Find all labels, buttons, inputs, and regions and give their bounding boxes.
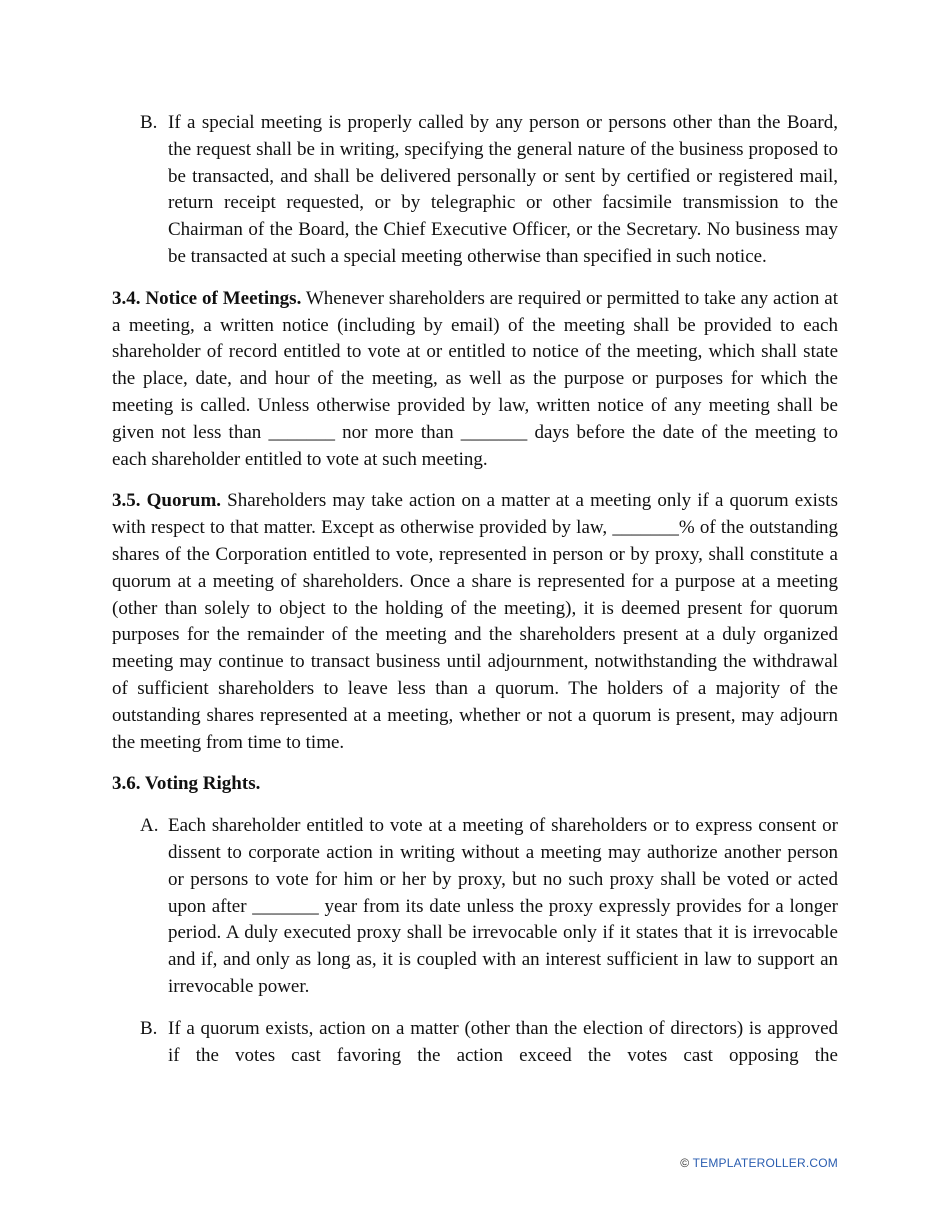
list-item-text: If a quorum exists, action on a matter (other than the election of directors) is approved if the votes cast favoring the action exceed the votes cast opposing the [168, 1017, 838, 1066]
list-item-a-proxy [112, 813, 838, 1001]
list-item-b-special-meeting [112, 110, 838, 271]
list-item-text: If a special meeting is properly called by any person or persons other than the Board, the request shall be in writing, specifying the general nature of the business proposed to be transacted, and shall be delivered personally or sent by certified or registered mail, return receipt requested, or by telegraphic or other facsimile transmission to the Chairman of the Board, the Chief Executive Officer, or the Secretary. No business may be transacted at such a special meeting otherwise than specified in such notice. [168, 112, 838, 267]
list-marker: B. [140, 112, 158, 133]
list-item-text: Each shareholder entitled to vote at a meeting of shareholders or to express consent or dissent to corporate action in writing without a meeting may authorize another person or persons to vote for him or her by proxy, but no such proxy shall be voted or acted upon after _______ year from its date unless the proxy expressly provides for a longer period. A duly executed proxy shall be irrevocable only if it states that it is irrevocable and if, and only as long as, it is coupled with an interest sufficient in law to support an irrevocable power. [168, 815, 838, 997]
section-body: Shareholders may take action on a matter at a meeting only if a quorum exists with respect to that matter. Except as otherwise provided by law, _______% of the outstanding shares of the Corporation entitled to vote, represented in person or by proxy, shall constitute a quorum at a meeting of shareholders. Once a share is represented for a purpose at a meeting (other than solely to object to the holding of the meeting), it is deemed present for quorum purposes for the remainder of the meeting and the shareholders present at a duly organized meeting may continue to transact business until adjournment, notwithstanding the withdrawal of sufficient shareholders to leave less than a quorum. The holders of a majority of the outstanding shares represented at a meeting, whether or not a quorum is present, may adjourn the meeting from time to time. [112, 490, 838, 753]
list-marker: B. [140, 1017, 158, 1039]
section-3-6-voting-rights-heading: 3.6. Voting Rights. [112, 773, 261, 795]
document-page [112, 110, 838, 1069]
list-item-b-quorum-action [112, 1016, 838, 1070]
list-marker: A. [140, 815, 159, 837]
section-3-4-notice-of-meetings [112, 286, 838, 474]
site-link[interactable]: TEMPLATEROLLER.COM [692, 1156, 838, 1170]
footer-watermark [680, 1156, 838, 1170]
section-body: Whenever shareholders are required or permitted to take any action at a meeting, a written notice (including by email) of the meeting shall be provided to each shareholder of record entitled to vote at or entitled to notice of the meeting, which shall state the place, date, and hour of the meeting, as well as the purpose or purposes for which the meeting is called. Unless otherwise provided by law, written notice of any meeting shall be given not less than _______ nor more than _______ days before the date of the meeting to each shareholder entitled to vote at such meeting. [112, 287, 839, 470]
section-heading: 3.5. Quorum. [112, 490, 222, 512]
section-heading: 3.4. Notice of Meetings. [112, 287, 302, 309]
section-3-5-quorum [112, 488, 838, 756]
copyright-symbol: © [680, 1156, 690, 1170]
